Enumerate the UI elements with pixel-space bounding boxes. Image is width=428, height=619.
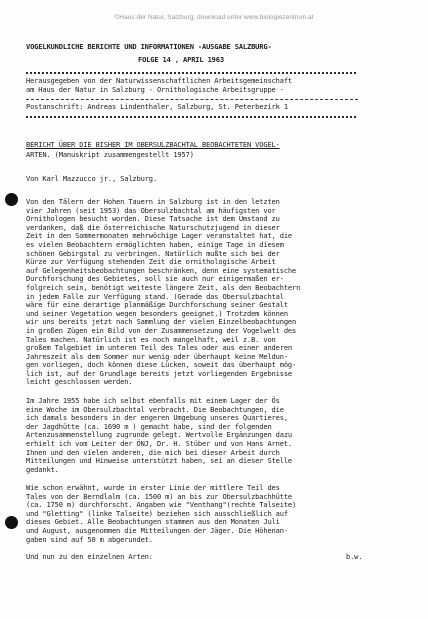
text-line: leicht geschlossen werden. xyxy=(26,377,133,387)
text-line: ich damals besonders in der engeren Umgebung unseres Quartieres, xyxy=(26,413,288,423)
header-divider-top xyxy=(26,72,356,74)
text-line: und "Gletting" (linke Talseite) beziehen sich ausschließlich auf xyxy=(26,508,288,518)
publisher-line-1: Herausgegeben von der Naturwissenschaftlichen Arbeitsgemeinschaft xyxy=(26,76,293,85)
text-line: wir uns bereits jetzt nach Sammlung der vielen Einzelbeobachtungen xyxy=(26,317,297,327)
text-line: und seiner Vegetation wegen besonders geeignet.) Trotzdem können xyxy=(26,308,288,318)
text-line: gedankt. xyxy=(26,464,59,474)
header-divider-bottom xyxy=(26,116,356,118)
text-line: großem Talgebiet im unteren Teil des Tales oder aus einer anderen xyxy=(26,343,293,353)
watermark: ©Haus der Natur, Salzburg; download unter www.biologiezentrum.at xyxy=(114,14,314,21)
header-divider-middle xyxy=(26,99,358,100)
text-line: Tales machen. Natürlich ist es noch mangelhaft, weil z.B. von xyxy=(26,334,276,344)
text-line: auf Gelegenheitsbeobachtungen beschränken, denn eine systematische xyxy=(26,265,297,275)
author-initials: b.w. xyxy=(346,552,363,561)
text-line: eine Woche im Obersulzbachtal verbracht. Die Beobachtungen, die xyxy=(26,404,284,414)
text-line: erhielt ich vom Leiter der ÖNJ, Dr. H. Stüber und von Hans Arnet. xyxy=(26,438,293,448)
text-line: in jedem Falle zur Verfügung stand. (Gerade das Obersulzbachtal xyxy=(26,291,284,301)
text-line: Zeit in den Sommermonaten mehrwöchige Lager veranstaltet hat, die xyxy=(26,231,293,241)
text-line: gen vorliegen, doch können diese Lücken, soweit das überhaupt mög- xyxy=(26,360,297,370)
text-line: in großen Zügen ein Bild von der Zusammensetzung der Vogelwelt des xyxy=(26,325,297,335)
text-line: Im Jahre 1955 habe ich selbst ebenfalls mit einem Lager der Ös xyxy=(26,396,280,405)
text-line: Jahreszeit als dem Sommer nur wenig oder überhaupt keine Meldun- xyxy=(26,351,288,361)
text-line: es vielen Beobachtern ermöglichten haben, einige Tage in diesem xyxy=(26,239,284,249)
text-line: vier Jahren (seit 1953) das Obersulzbachtal am häufigsten vor xyxy=(26,205,276,215)
paragraph-3 xyxy=(26,484,296,544)
article-title-line-1: BERICHT ÜBER DIE BISHER IM OBERSULZBACHTAL BEOBACHTETEN VOGEL- xyxy=(26,140,280,149)
text-line: der Jagdhütte (ca. 1690 m ) gemacht habe, sind der folgenden xyxy=(26,421,272,431)
issue-line: FOLGE 14 , APRIL 1963 xyxy=(138,55,224,64)
text-line: lich ist, auf der Grundlage bereits jetzt vorliegenden Ergebnisse xyxy=(26,368,293,378)
text-line: Mitteilungen und Hinweise unterstützt haben, sei an dieser Stelle xyxy=(26,456,293,466)
article-title-line-2: ARTEN. (Manuskript zusammengestellt 1957) xyxy=(26,150,194,159)
text-line: folgreich sein, benötigt weiteste längere Zeit, als den Beobachtern xyxy=(26,282,301,292)
text-line: gaben sind auf 50 m abgerundet. xyxy=(26,534,153,544)
paragraph-2 xyxy=(26,397,292,474)
text-line: (ca. 1750 m) durchforscht. Angaben wie "Venthang"(rechte Talseite) xyxy=(26,500,297,510)
text-line: Tales von der Berndlalm (ca. 1500 m) an bis zur Obersulzbachhütte xyxy=(26,491,293,501)
text-line: dieses Gebiet. Alle Beobachtungen stammen aus den Monaten Juli xyxy=(26,517,280,527)
text-line: Wie schon erwähnt, wurde in erster Linie der mittlere Teil des xyxy=(26,483,280,492)
paragraph-1 xyxy=(26,198,300,387)
punch-hole-top xyxy=(5,193,18,206)
text-line: und August, ausgenommen die Mitteilungen der Jäger. Die Höhenan- xyxy=(26,525,288,535)
text-line: Ihnen und den vielen anderen, die mich bei dieser Arbeit durch xyxy=(26,447,280,457)
text-line: schönen Gebirgstal zu verbringen. Natürlich mußte sich bei der xyxy=(26,248,280,258)
publisher-line-2: am Haus der Natur in Salzburg - Ornithologische Arbeitsgruppe - xyxy=(26,85,284,94)
postal-address: Postanschrift: Andreas Lindenthaler, Salzburg, St. Peterbezirk 1 xyxy=(26,102,288,111)
text-line: Ornithologen besucht worden. Diese Tatsache ist dem Umstand zu xyxy=(26,214,280,224)
article-author: Von Karl Mazzucco jr., Salzburg. xyxy=(26,174,157,183)
punch-hole-bottom xyxy=(5,516,18,529)
text-line: wäre für eine derartige planmäßige Durchforschung seiner Gestalt xyxy=(26,300,288,310)
text-line: Durchforschung des Gebietes, soll sie auch nur einigermaßen er- xyxy=(26,274,284,284)
closing-line: Und nun zu den einzelnen Arten: xyxy=(26,552,153,561)
text-line: Artenzusammenstellung zugrunde gelegt. Wertvolle Ergänzungen dazu xyxy=(26,430,293,440)
text-line: verdanken, daß die österreichische Naturschutzjugend in dieser xyxy=(26,222,280,232)
text-line: Kürze zur Verfügung stehenden Zeit die ornithologische Arbeit xyxy=(26,257,276,267)
newsletter-title: VOGELKUNDLICHE BERICHTE UND INFORMATIONEN -AUSGABE SALZBURG- xyxy=(26,42,272,51)
text-line: Von den Tälern der Hohen Tauern in Salzburg ist in den letzten xyxy=(26,197,280,206)
